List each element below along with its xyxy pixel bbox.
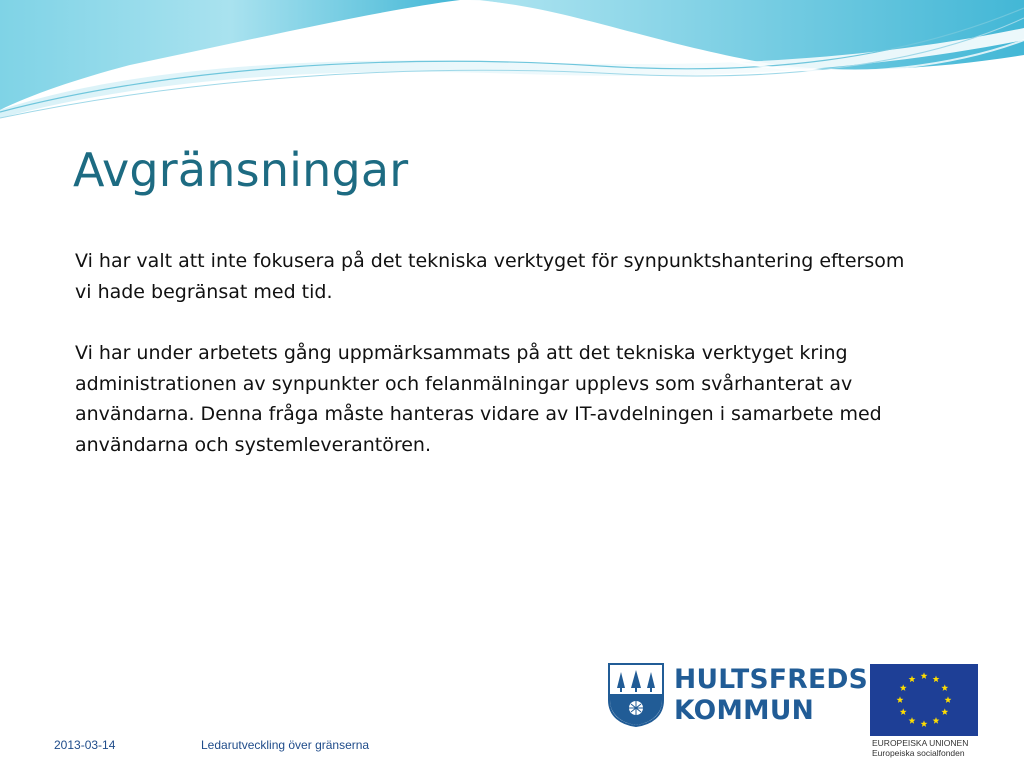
eu-star-icon: [900, 684, 907, 691]
eu-star-icon: [933, 717, 940, 724]
kommun-name: [674, 664, 868, 726]
eu-logo-line1: EUROPEISKA UNIONEN: [872, 738, 969, 748]
eu-star-icon: [933, 676, 940, 683]
eu-star-icon: [921, 672, 928, 679]
eu-star-icon: [897, 696, 904, 703]
eu-star-icon: [941, 708, 948, 715]
eu-logo-text: [872, 738, 968, 758]
eu-star-icon: [900, 708, 907, 715]
eu-star-icon: [909, 676, 916, 683]
body-paragraph-2: Vi har under arbetets gång uppmärksammats på att det tekniska verktyget kring administrationen av synpunkter och felanmälningar upplevs som svårhanterat av användarna. Denna fråga måste hanteras vidare av IT-avdelningen i samarbete med användarna och systemleverantören.: [75, 342, 882, 456]
eu-star-icon: [909, 717, 916, 724]
slide-body: [75, 246, 925, 460]
kommun-coat-of-arms-icon: [607, 662, 665, 728]
eu-logo-line2: Europeiska socialfonden: [872, 748, 965, 758]
eu-star-icon: [945, 696, 952, 703]
footer-date: 2013-03-14: [54, 738, 116, 752]
hultsfreds-kommun-logo: [607, 662, 869, 728]
kommun-name-line2: KOMMUN: [674, 695, 815, 726]
body-paragraph-1: Vi har valt att inte fokusera på det tekniska verktyget för synpunktshantering eftersom vi hade begränsat med tid.: [75, 250, 905, 303]
eu-star-icon: [921, 720, 928, 727]
eu-stars-icon: [870, 664, 978, 736]
kommun-name-line1: HULTSFREDS: [674, 664, 869, 695]
eu-flag-icon: [870, 664, 978, 736]
footer-title: Ledarutveckling över gränserna: [201, 738, 370, 752]
eu-star-icon: [941, 684, 948, 691]
slide-title: Avgränsningar: [73, 143, 409, 197]
header-wave-decoration: [0, 0, 1024, 130]
eu-logo: [870, 664, 978, 758]
